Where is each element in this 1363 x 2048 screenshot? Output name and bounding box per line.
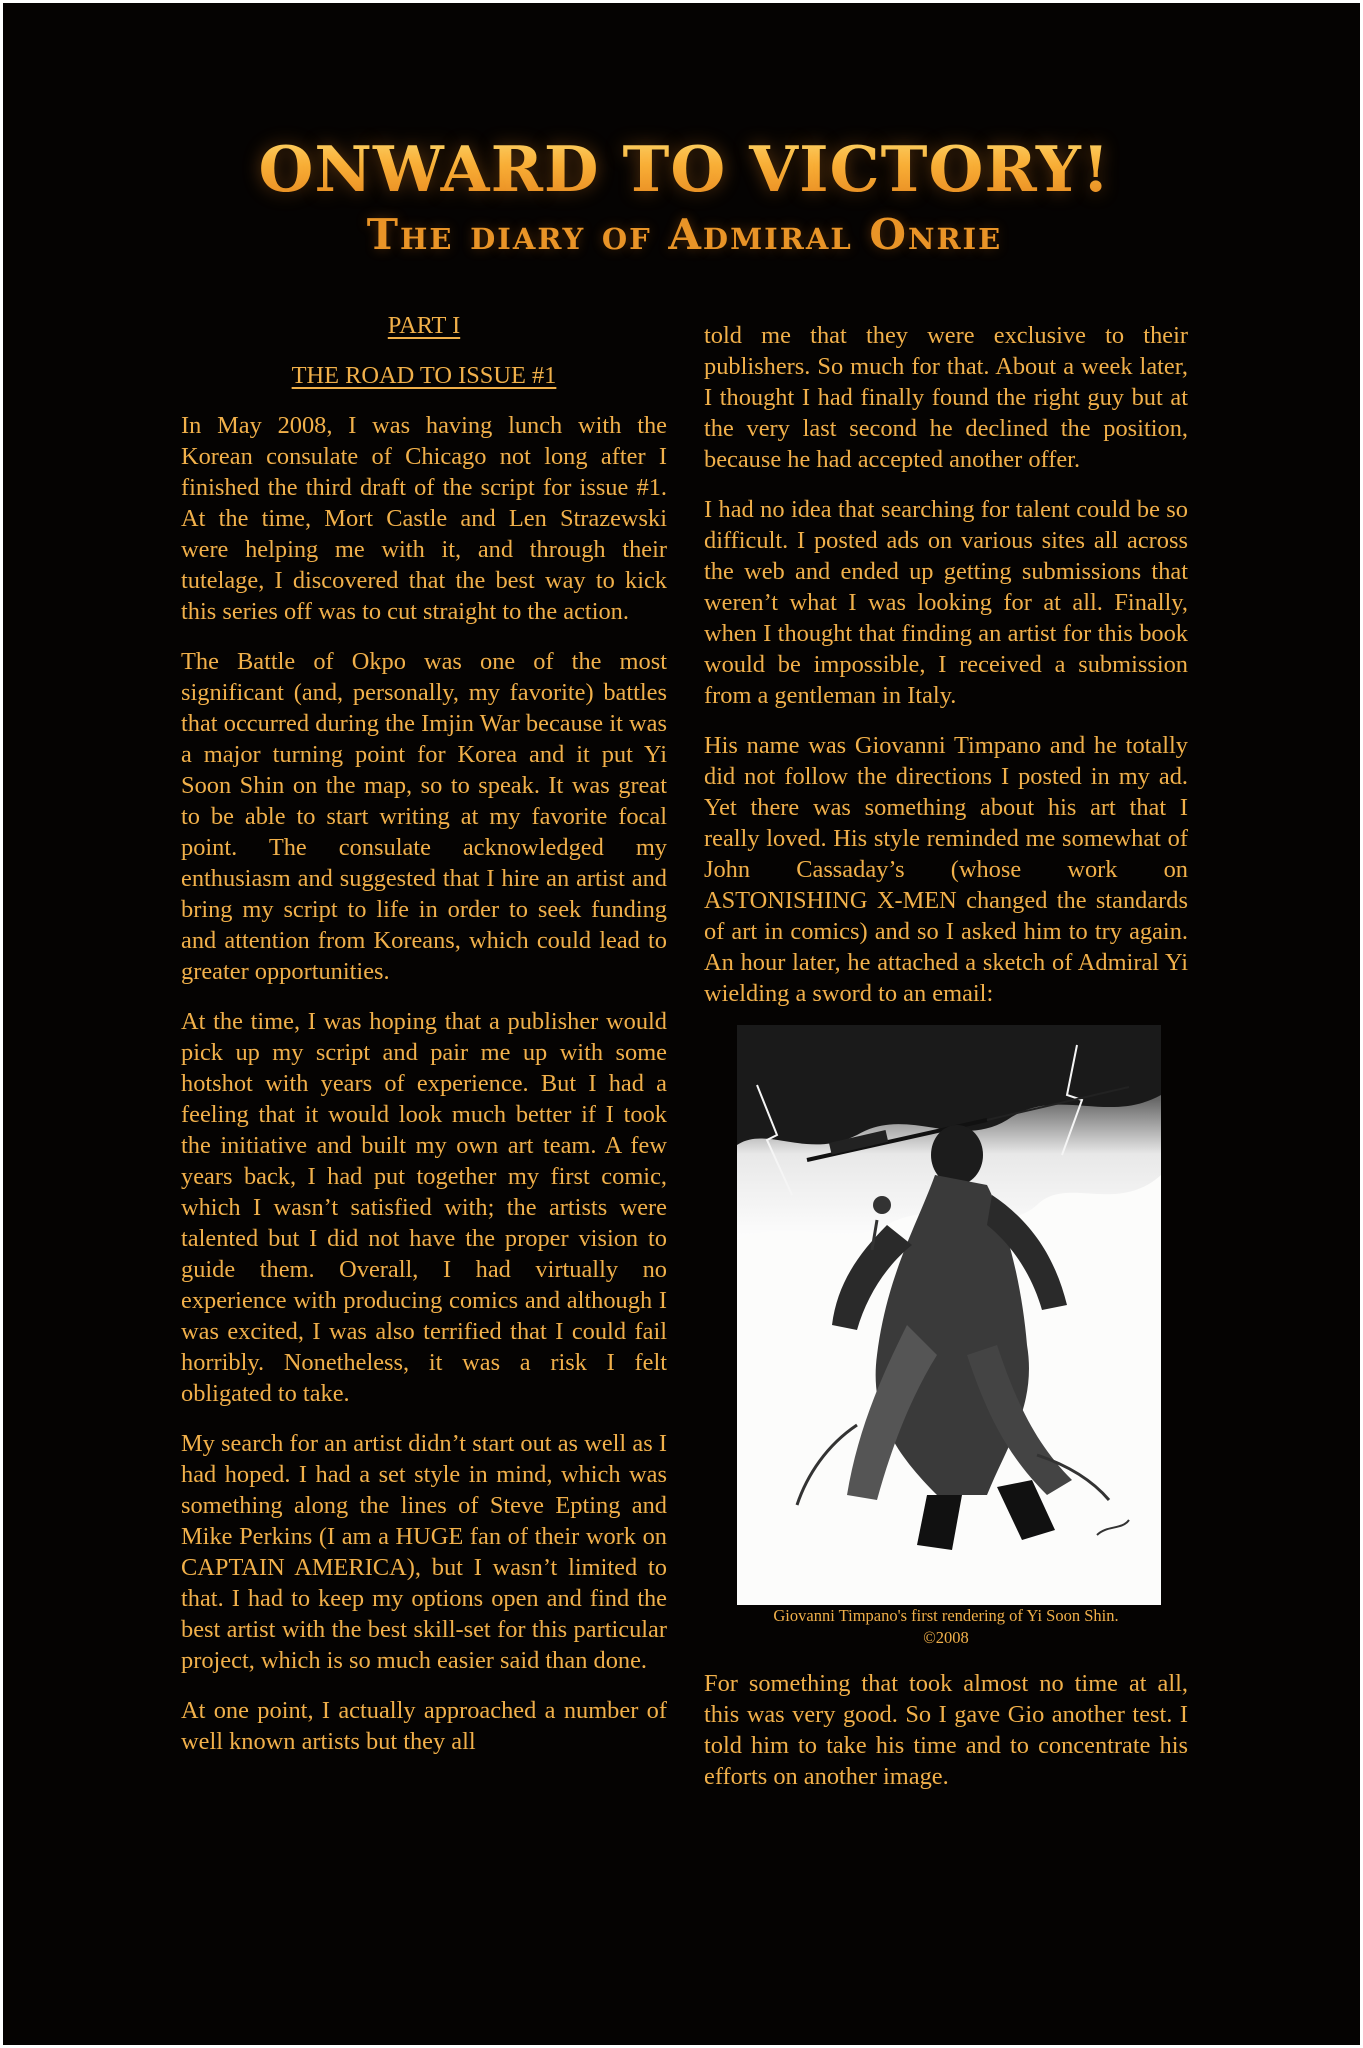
figure-caption [704,1605,1188,1649]
paragraph: I had no idea that searching for talent could be so difficult. I posted ads on various sites all across the web and ended up getting submissions that weren’t what I was looking for at all. Finally, when I thought that finding an artist for this book would be impossible, I received a submission from a gentleman in Italy. [704,496,1188,709]
page-subtitle: The diary of Admiral Onrie [366,210,1003,259]
section-heading: PART I [387,312,461,339]
paragraph: At one point, I actually approached a number of well known artists but they all [181,1697,667,1755]
paragraph: At the time, I was hoping that a publisher would pick up my script and pair me up with some hotshot with years of experience. But I had a feeling that it would look much better if I took the initiative and built my own art team. A few years back, I had put together my first comic, which I wasn’t satisfied with; the artists were talented but I did not have the proper vision to guide them. Overall, I had virtually no experience with producing comics and although I was excited, I was also terrified that I could fail horribly. Nonetheless, it was a risk I felt obligated to take. [181,1008,667,1407]
admiral-yi-sword-drawing [737,1025,1161,1605]
paragraph: For something that took almost no time at all, this was very good. So I gave Gio another test. I told him to take his time and to concentrate his efforts on another image. [704,1670,1188,1790]
paragraph: The Battle of Okpo was one of the most significant (and, personally, my favorite) battles that occurred during the Imjin War because it was a major turning point for Korea and it put Yi Soon Shin on the map, so to speak. It was great to be able to start writing at my favorite focal point. The consulate acknowledged my enthusiasm and suggested that I hire an artist and bring my script to life in order to seek funding and attention from Koreans, which could lead to greater opportunities. [181,648,667,985]
samurai-sketch-illustration [737,1025,1161,1605]
paragraph: My search for an artist didn’t start out as well as I had hoped. I had a set style in mind, which was something along the lines of Steve Epting and Mike Perkins (I am a HUGE fan of their work on CAPTAIN AMERICA), but I wasn’t limited to that. I had to keep my options open and find the best artist with the best skill-set for this particular project, which is so much easier said than done. [181,1430,667,1674]
paragraph: In May 2008, I was having lunch with the Korean consulate of Chicago not long after I finished the third draft of the script for issue #1. At the time, Mort Castle and Len Strazewski were helping me with it, and through their tutelage, I discovered that the best way to kick this series off was to cut straight to the action. [181,412,667,625]
section-subheading: THE ROAD TO ISSUE #1 [291,362,557,389]
paragraph: told me that they were exclusive to their publishers. So much for that. About a week later, I thought I had finally found the right guy but at the very last second he declined the position, because he had accepted another offer. [704,322,1188,473]
paragraph: His name was Giovanni Timpano and he totally did not follow the directions I posted in my ad. Yet there was something about his art that I really loved. His style reminded me somewhat of John Cassaday’s (whose work on ASTONISHING X-MEN changed the standards of art in comics) and so I asked him to try again. An hour later, he attached a sketch of Admiral Yi wielding a sword to an email: [704,732,1188,1007]
caption-copyright: ©2008 [923,1628,969,1647]
caption-text: Giovanni Timpano's first rendering of Yi Soon Shin. [773,1606,1119,1625]
right-column [704,320,1188,1811]
page-title: ONWARD TO VICTORY! [3,131,1363,207]
left-column [181,310,667,1776]
